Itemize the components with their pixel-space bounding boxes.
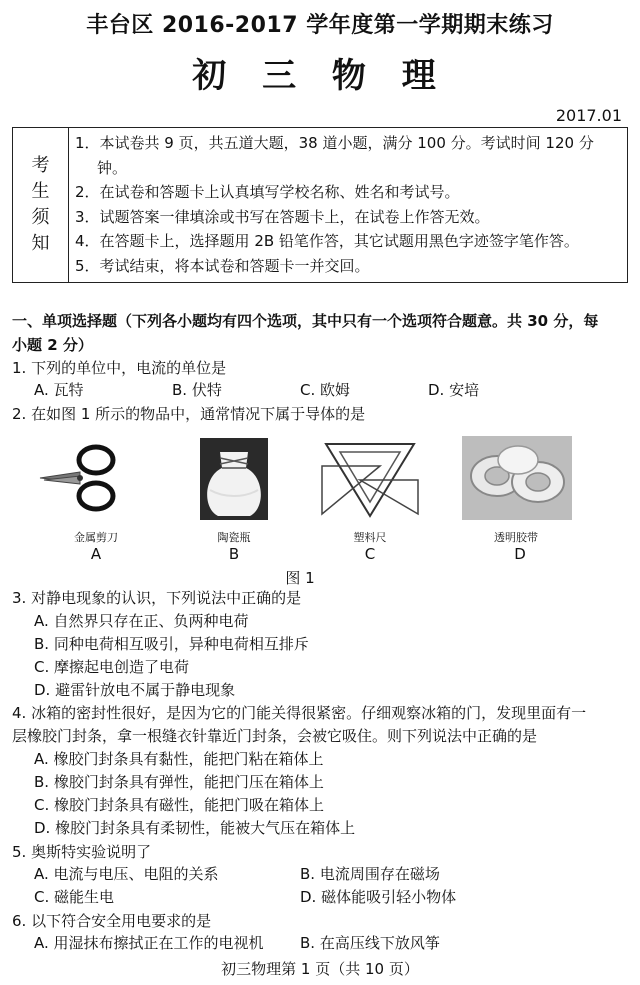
section-heading-line: 小题 2 分）	[12, 336, 93, 354]
option: A. 自然界只存在正、负两种电荷	[34, 612, 249, 630]
option: B. 伏特	[172, 381, 222, 399]
image-caption: 透明胶带	[494, 531, 538, 544]
notice-items	[75, 131, 621, 278]
option: D. 橡胶门封条具有柔韧性，能被大气压在箱体上	[34, 819, 356, 837]
option: C. 摩擦起电创造了电荷	[34, 658, 190, 676]
scissors-image	[36, 438, 156, 518]
image-letter: A	[90, 545, 102, 563]
option: B. 电流周围存在磁场	[300, 865, 440, 883]
notice-label-char: 知	[31, 233, 50, 254]
option: C. 欧姆	[300, 381, 351, 399]
question-stem: 5. 奥斯特实验说明了	[12, 843, 152, 861]
option: B. 在高压线下放风筝	[300, 934, 440, 952]
tape-image	[462, 436, 572, 520]
option: D. 磁体能吸引轻小物体	[300, 888, 457, 906]
section-heading-line: 一、单项选择题（下列各小题均有四个选项，其中只有一个选项符合题意。共 30 分，每	[12, 312, 599, 330]
notice-item: 钟。	[97, 158, 128, 177]
notice-item: 4．在答题卡上，选择题用 2B 铅笔作答，其它试题用黑色字迹签字笔作答。	[75, 232, 579, 250]
image-caption: 陶瓷瓶	[217, 531, 251, 544]
option: A. 用湿抹布擦拭正在工作的电视机	[34, 934, 264, 952]
notice-label	[13, 128, 69, 282]
image-caption: 塑料尺	[353, 531, 387, 544]
question-stem: 2. 在如图 1 所示的物品中，通常情况下属于导体的是	[12, 405, 366, 423]
question-stem: 3. 对静电现象的认识，下列说法中正确的是	[12, 589, 302, 607]
page-footer: 初三物理第 1 页（共 10 页）	[221, 960, 419, 978]
option: C. 橡胶门封条具有磁性，能把门吸在箱体上	[34, 796, 325, 814]
question-stem-line: 层橡胶门封条，拿一根缝衣针靠近门封条，会被它吸住。则下列说法中正确的是	[12, 727, 538, 745]
figure-label: 图 1	[285, 569, 315, 587]
image-letter: D	[514, 545, 526, 563]
option: A. 橡胶门封条具有黏性，能把门粘在箱体上	[34, 750, 324, 768]
option: A. 瓦特	[34, 381, 84, 399]
question-stem	[12, 702, 632, 748]
exam-title: 丰台区 2016-2017 学年度第一学期期末练习	[86, 13, 554, 38]
notice-label-char: 须	[31, 207, 50, 228]
notice-box	[12, 127, 628, 283]
option: D. 安培	[428, 381, 480, 399]
exam-date: 2017.01	[555, 106, 622, 125]
subject-title: 初 三 物 理	[192, 56, 448, 96]
ruler-image	[320, 436, 420, 520]
image-letter: C	[364, 545, 376, 563]
option: C. 磁能生电	[34, 888, 115, 906]
option: A. 电流与电压、电阻的关系	[34, 865, 219, 883]
notice-item: 1．本试卷共 9 页，共五道大题，38 道小题，满分 100 分。考试时间 120 分	[75, 134, 594, 152]
notice-label-char: 生	[31, 181, 50, 202]
option: D. 避雷针放电不属于静电现象	[34, 681, 236, 699]
option: B. 橡胶门封条具有弹性，能把门压在箱体上	[34, 773, 324, 791]
notice-item: 2．在试卷和答题卡上认真填写学校名称、姓名和考试号。	[75, 183, 460, 201]
question-stem-line: 4. 冰箱的密封性很好，是因为它的门能关得很紧密。仔细观察冰箱的门，发现里面有一	[12, 704, 587, 722]
section-heading	[12, 309, 628, 357]
question-stem: 1. 下列的单位中，电流的单位是	[12, 359, 227, 377]
notice-item: 3．试题答案一律填涂或书写在答题卡上，在试卷上作答无效。	[75, 207, 490, 226]
image-letter: B	[228, 545, 240, 563]
option: B. 同种电荷相互吸引，异种电荷相互排斥	[34, 635, 309, 653]
question-stem: 6. 以下符合安全用电要求的是	[12, 912, 212, 930]
notice-label-char: 考	[31, 155, 50, 176]
notice-item: 5．考试结束，将本试卷和答题卡一并交回。	[75, 256, 370, 275]
image-caption: 金属剪刀	[74, 531, 118, 544]
vase-image	[200, 438, 268, 520]
